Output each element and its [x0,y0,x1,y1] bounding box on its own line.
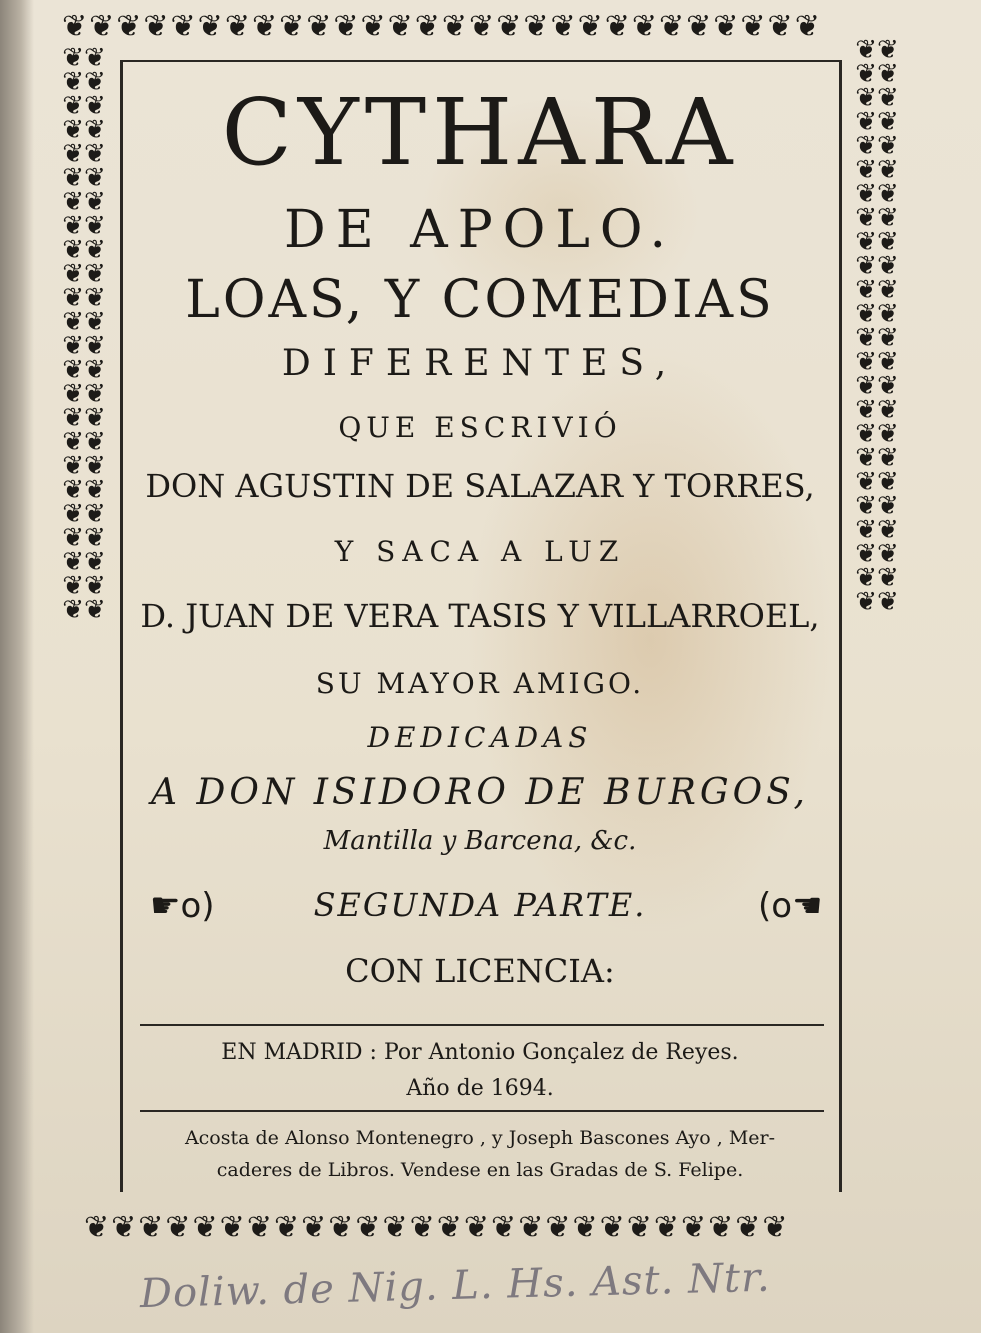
ornament-border-top: ❦❦❦❦❦❦❦❦❦❦❦❦❦❦❦❦❦❦❦❦❦❦❦❦❦❦❦❦ [62,9,822,44]
pointing-hand-right-icon: (o☚ [758,886,823,926]
divider-rule-lower [140,1110,824,1112]
editor-line: D. JUAN DE VERA TASIS Y VILLARROEL, [140,597,820,635]
divider-rule-upper [140,1024,824,1026]
pointing-hand-left-icon: ☛o) [150,886,215,926]
title-line-de-apolo: DE APOLO. [284,200,676,260]
title-line-mayor-amigo: SU MAYOR AMIGO. [315,667,645,700]
imprint-line-1: EN MADRID : Por Antonio Gonçalez de Reyes. [221,1040,739,1065]
title-line-diferentes: DIFERENTES, [281,343,679,384]
book-spine-shadow [0,0,34,1333]
title-line-saca-a-luz: Y SACA A LUZ [334,535,626,568]
imprint-line-2: Año de 1694. [406,1076,554,1101]
imprint-line-3: Acosta de Alonso Montenegro , y Joseph Bascones Ayo , Mer- [184,1127,776,1149]
con-licencia-line: CON LICENCIA: [345,952,615,990]
handwritten-signature: Doliw. de Nig. L. Hs. Ast. Ntr. [139,1254,772,1318]
imprint-line-4: caderes de Libros. Vendese en las Gradas de S. Felipe. [216,1159,744,1181]
dedicatee-line: A DON ISIDORO DE BURGOS, [151,772,809,813]
title-line-dedicadas: DEDICADAS [367,721,593,754]
ornament-border-right: ❦❦❦❦❦❦❦❦❦❦❦❦❦❦❦❦❦❦❦❦❦❦❦❦❦❦❦❦❦❦❦❦❦❦❦❦❦❦❦❦❦❦❦❦❦❦❦❦ [855,38,899,617]
book-title: CYTHARA [221,79,739,186]
ornament-border-left: ❦❦❦❦❦❦❦❦❦❦❦❦❦❦❦❦❦❦❦❦❦❦❦❦❦❦❦❦❦❦❦❦❦❦❦❦❦❦❦❦❦❦❦❦❦❦❦❦ [62,46,106,625]
ornament-border-bottom: ❦❦❦❦❦❦❦❦❦❦❦❦❦❦❦❦❦❦❦❦❦❦❦❦❦❦ [84,1210,790,1245]
author-line: DON AGUSTIN DE SALAZAR Y TORRES, [145,467,815,505]
title-line-loas: LOAS, Y COMEDIAS [185,270,775,330]
dedicatee-subline: Mantilla y Barcena, &c. [323,826,637,856]
title-line-que-escrivio: QUE ESCRIVIÓ [338,411,622,444]
segunda-parte-line: SEGUNDA PARTE. [313,886,647,924]
